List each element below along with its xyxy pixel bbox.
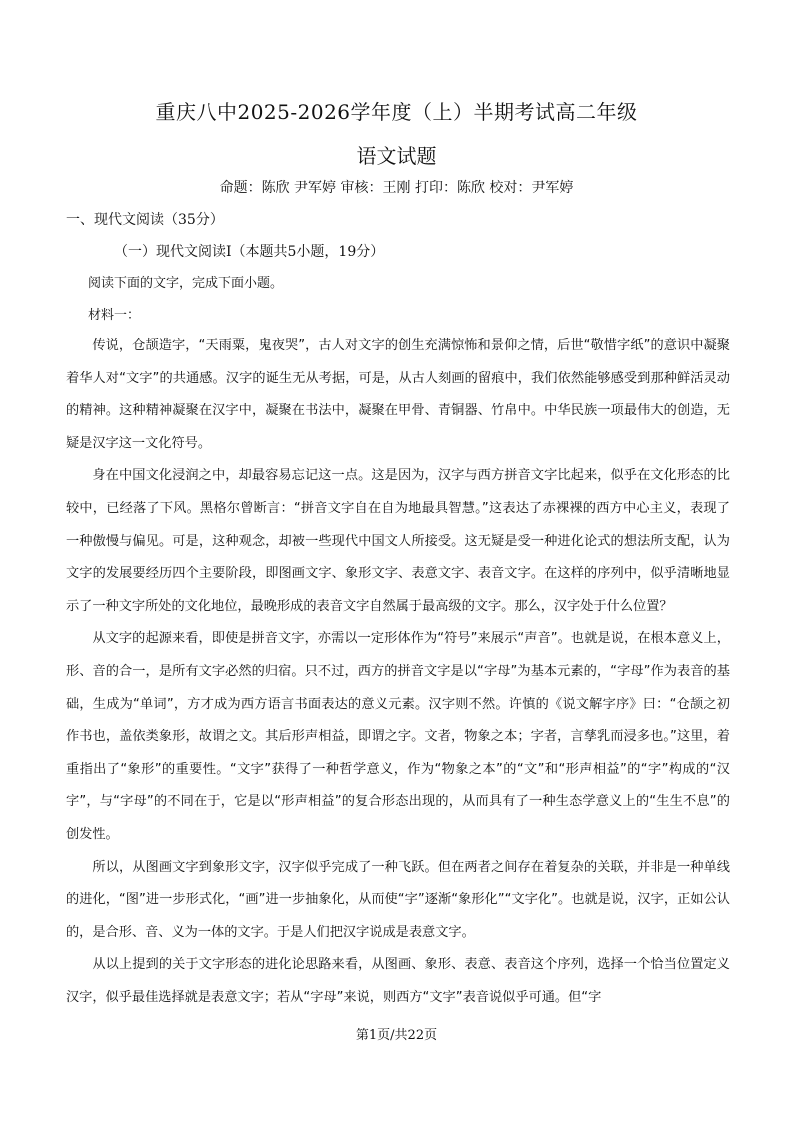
material-label: 材料一：: [88, 308, 141, 323]
passage-paragraph-4: 所以，从图画文字到象形文字，汉字似乎完成了一种飞跃。但在两者之间存在着复杂的关联，并非是一种单线的进化，“图”进一步形式化，“画”进一步抽象化，从而使“字”逐渐“象形化”“文字化”。也就是说，汉字，正如公认的，是合形、音、义为一体的文字。于是人们把汉字说成是表意文字。: [66, 859, 730, 940]
section-heading: 一、现代文阅读（35分）: [66, 212, 224, 228]
exam-title: 重庆八中2025-2026学年度（上）半期考试高二年级: [155, 100, 638, 124]
subject-title: 语文试题: [356, 144, 437, 168]
page-number: 第1页/共22页: [355, 1028, 438, 1043]
reading-instruction: 阅读下面的文字，完成下面小题。: [88, 276, 284, 291]
passage-paragraph-2: 身在中国文化浸润之中，却最容易忘记这一点。这是因为，汉字与西方拼音文字比起来，似乎在文化形态的比较中，已经落了下风。黑格尔曾断言：“拼音文字自在自为地最具智慧。”这表达了赤裸裸的西方中心主义，表现了一种傲慢与偏见。可是，这种观念，却被一些现代中国文人所接受。这无疑是受一种进化论式的想法所支配，认为文字的发展要经历四个主要阶段，即图画文字、象形文字、表意文字、表音文字。在这样的序列中，似乎清晰地显示了一种文字所处的文化地位，最晚形成的表音文字自然属于最高级的文字。那么，汉字处于什么位置？: [66, 468, 730, 614]
credits-line: 命题：陈欣 尹军婷 审核：王刚 打印：陈欣 校对：尹军婷: [219, 180, 574, 196]
passage-body: [66, 330, 730, 1014]
passage-paragraph-1: 传说，仓颉造字，“天雨粟，鬼夜哭”，古人对文字的创生充满惊怖和景仰之情，后世“敬惜字纸”的意识中凝聚着华人对“文字”的共通感。汉字的诞生无从考据，可是，从古人刻画的留痕中，我们依然能够感受到那种鲜活灵动的精神。这种精神凝聚在汉字中，凝聚在书法中，凝聚在甲骨、青铜器、竹帛中。中华民族一项最伟大的创造，无疑是汉字这一文化符号。: [66, 338, 730, 451]
passage-paragraph-5: 从以上提到的关于文字形态的进化论思路来看，从图画、象形、表意、表音这个序列，选择一个恰当位置定义汉字，似乎最佳选择就是表意文字；若从“字母”来说，则西方“文字”表音说似乎可通。但“字: [66, 957, 730, 1005]
passage-paragraph-3: 从文字的起源来看，即使是拼音文字，亦需以一定形体作为“符号”来展示“声音”。也就是说，在根本意义上，形、音的合一，是所有文字必然的归宿。只不过，西方的拼音文字是以“字母”为基本元素的，“字母”作为表音的基础，生成为“单词”，方才成为西方语言书面表达的意义元素。汉字则不然。许慎的《说文解字序》曰：“仓颉之初作书也，盖依类象形，故谓之文。其后形声相益，即谓之字。文者，物象之本；字者，言孳乳而浸多也。”这里，着重指出了“象形”的重要性。“文字”获得了一种哲学意义，作为“物象之本”的“文”和“形声相益”的“字”构成的“汉字”，与“字母”的不同在于，它是以“形声相益”的复合形态出现的，从而具有了一种生态学意义上的“生生不息”的创发性。: [66, 631, 730, 842]
sub-section-heading: （一）现代文阅读Ⅰ（本题共5小题，19分）: [114, 244, 385, 260]
